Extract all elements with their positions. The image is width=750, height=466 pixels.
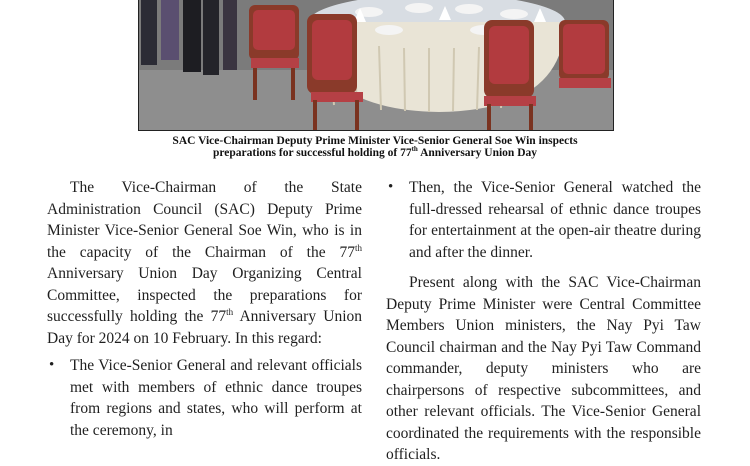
bullet-item-1-text: The Vice-Senior General and relevant officials met with members of ethnic dance troupes from regions and states, who will perform at the ceremony, in <box>70 357 362 439</box>
photo-caption <box>120 135 630 159</box>
article-right-column <box>386 177 701 466</box>
caption-line-1: SAC Vice-Chairman Deputy Prime Minister Vice-Senior General Soe Win inspects <box>172 135 578 147</box>
bullet-item-2-text: Then, the Vice-Senior General watched the full-dressed rehearsal of ethnic dance troupes for entertainment at the open-air theatre during and after the dinner. <box>409 179 701 261</box>
para1-superscript-2: th <box>226 306 234 317</box>
article-paragraph-1 <box>47 177 362 349</box>
banquet-table-photo-icon <box>139 0 613 130</box>
bullet-icon: • <box>49 357 55 373</box>
article-left-column <box>47 177 362 441</box>
bullet-icon: • <box>388 179 394 195</box>
event-photo <box>138 0 614 131</box>
caption-line-2-text: preparations for successful holding of 77 <box>212 147 412 159</box>
para1-part-b: Anniversary Union Day Organizing Central Committee, inspected the preparations for successfully holding the 77 <box>47 265 362 325</box>
para1-part-a: The Vice-Chairman of the State Administration Council (SAC) Deputy Prime Minister Vice-Senior General Soe Win, who is in the capacity of the Chairman of the 77 <box>47 179 362 261</box>
bullet-item-2 <box>386 177 701 263</box>
article-paragraph-2: Present along with the SAC Vice-Chairman Deputy Prime Minister were Central Committee Members Union ministers, the Nay Pyi Taw Council chairman and the Nay Pyi Taw Command commander, deputy ministers who are chairpersons of respective subcommittees, and other relevant officials. The Vice-Senior General coordinated the requirements with the responsible officials. <box>386 274 701 463</box>
bullet-item-1 <box>47 355 362 441</box>
bullet-list-right <box>386 177 701 263</box>
para1-superscript-1: th <box>354 242 362 253</box>
caption-line-2-end: Anniversary Union Day <box>417 147 537 159</box>
caption-line-2 <box>120 147 630 159</box>
para1-part-c: Anniversary Union Day for 2024 on 10 February. In this regard: <box>47 308 362 347</box>
bullet-list-left <box>47 355 362 441</box>
caption-superscript: th <box>411 145 418 154</box>
